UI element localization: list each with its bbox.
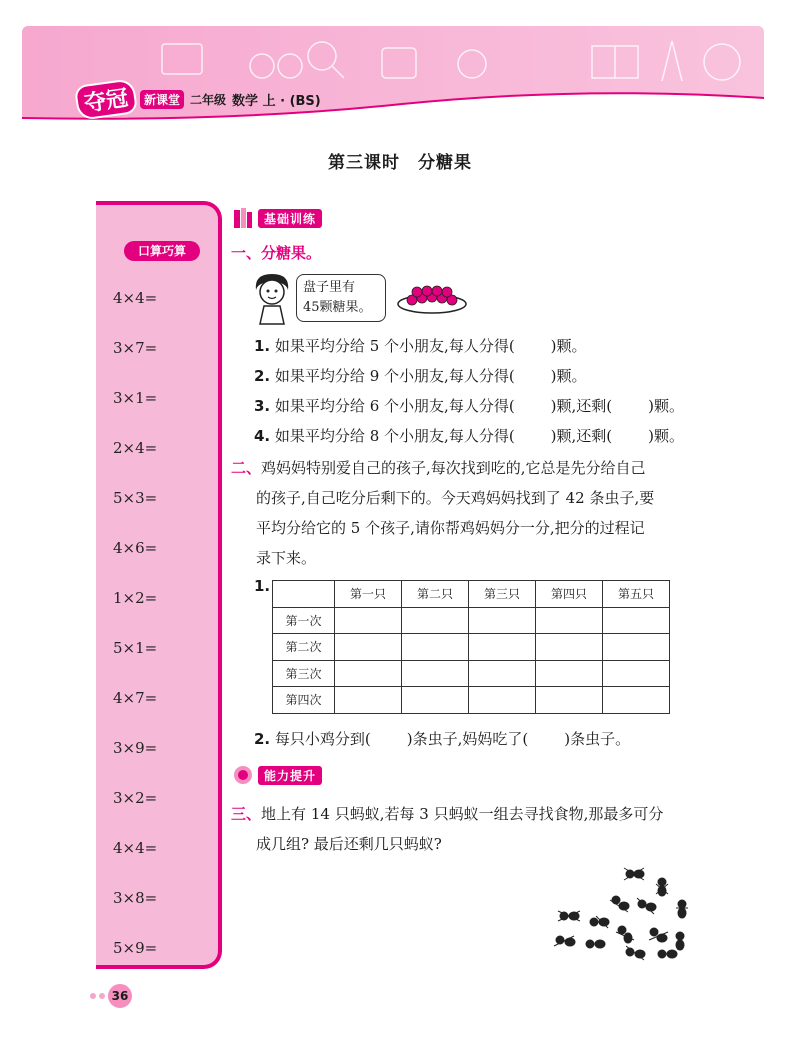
table-cell[interactable] [536,660,603,687]
brand-grade: 二年级 [190,93,227,107]
question-3-line-1: 三、地上有 14 只蚂蚁,若每 3 只蚂蚁一组去寻找食物,那最多可分 [231,805,664,823]
lesson-title: 第三课时 分糖果 [328,153,472,173]
oral-item: 5×3= [113,489,158,507]
table-cell[interactable] [402,607,469,634]
table-row-header: 第二次 [273,634,335,661]
table-cell[interactable] [536,607,603,634]
table-cell[interactable] [469,687,536,714]
table-column-header: 第二只 [402,581,469,608]
table-cell[interactable] [603,660,670,687]
question-2-line-2: 的孩子,自己吃分后剩下的。今天鸡妈妈找到了 42 条虫子,要 [256,489,655,507]
oral-item: 5×9= [113,939,158,957]
brand-logo: 夺冠 [76,80,136,118]
oral-item: 3×2= [113,789,158,807]
question-2-line-1: 二、鸡妈妈特别爱自己的孩子,每次找到吃的,它总是先分给自己 [231,459,646,477]
question-2-line-4: 录下来。 [256,549,317,567]
question-1-item-2: 2. 如果平均分给 9 个小朋友,每人分得( )颗。 [254,367,587,385]
bubble-line: 45颗糖果。 [303,300,372,315]
table-column-header: 第一只 [335,581,402,608]
distribution-table [272,580,670,714]
question-2-line-3: 平均分给它的 5 个孩子,请你帮鸡妈妈分一分,把分的过程记 [256,519,645,537]
oral-item: 4×4= [113,839,158,857]
question-3-line-2: 成几组? 最后还剩几只蚂蚁? [256,835,442,853]
sidebar-tag: 口算巧算 [124,241,200,261]
oral-item: 3×9= [113,739,158,757]
table-row-header: 第三次 [273,660,335,687]
question-1-item-4: 4. 如果平均分给 8 个小朋友,每人分得( )颗,还剩( )颗。 [254,427,685,445]
table-cell[interactable] [603,607,670,634]
table-cell[interactable] [469,634,536,661]
table-cell[interactable] [536,634,603,661]
table-column-header: 第四只 [536,581,603,608]
question-1-heading: 一、分糖果。 [231,244,322,262]
table-cell[interactable] [335,634,402,661]
table-row-header: 第一次 [273,607,335,634]
section-ability-header [232,764,322,786]
table-cell[interactable] [603,687,670,714]
question-1-item-1: 1. 如果平均分给 5 个小朋友,每人分得( )颗。 [254,337,587,355]
table-column-header: 第五只 [603,581,670,608]
question-2-sub-1-number: 1. [254,577,271,595]
page-number [90,984,132,1008]
table-row-header: 第四次 [273,687,335,714]
candy-plate-illustration [396,282,468,316]
brand-series: 新课堂 [140,90,184,109]
question-1-item-3: 3. 如果平均分给 6 个小朋友,每人分得( )颗,还剩( )颗。 [254,397,685,415]
oral-item: 5×1= [113,639,158,657]
girl-illustration [250,272,294,326]
ants-illustration [550,860,700,964]
section-basic-label: 基础训练 [258,209,322,228]
table-row [273,660,670,687]
oral-item: 4×4= [113,289,158,307]
page-number-label: 36 [108,984,132,1008]
oral-item: 4×6= [113,539,158,557]
table-row [273,607,670,634]
section-ability-label: 能力提升 [258,766,322,785]
table-column-header: 第三只 [469,581,536,608]
oral-arithmetic-sidebar [96,201,222,969]
table-cell[interactable] [603,634,670,661]
table-cell[interactable] [469,607,536,634]
target-icon [232,764,254,786]
brand-block [78,84,321,115]
table-cell[interactable] [536,687,603,714]
oral-item: 1×2= [113,589,158,607]
decorative-dot [90,993,96,999]
table-cell[interactable] [402,634,469,661]
table-corner-cell [273,581,335,608]
oral-item: 3×8= [113,889,158,907]
oral-item: 4×7= [113,689,158,707]
speech-bubble [296,274,386,322]
table-header-row [273,581,670,608]
question-2-sub-2: 2. 每只小鸡分到( )条虫子,妈妈吃了( )条虫子。 [254,730,631,748]
bubble-line: 盘子里有 [303,280,356,295]
table-cell[interactable] [335,687,402,714]
table-cell[interactable] [402,660,469,687]
decorative-dot [99,993,105,999]
oral-item: 3×1= [113,389,158,407]
table-cell[interactable] [402,687,469,714]
oral-item: 2×4= [113,439,158,457]
table-cell[interactable] [335,660,402,687]
table-row [273,687,670,714]
brand-subject: 数学 上 · (BS) [232,94,321,109]
books-icon [232,206,254,230]
section-basic-header [232,206,322,230]
table-cell[interactable] [469,660,536,687]
table-cell[interactable] [335,607,402,634]
table-row [273,634,670,661]
oral-item: 3×7= [113,339,158,357]
